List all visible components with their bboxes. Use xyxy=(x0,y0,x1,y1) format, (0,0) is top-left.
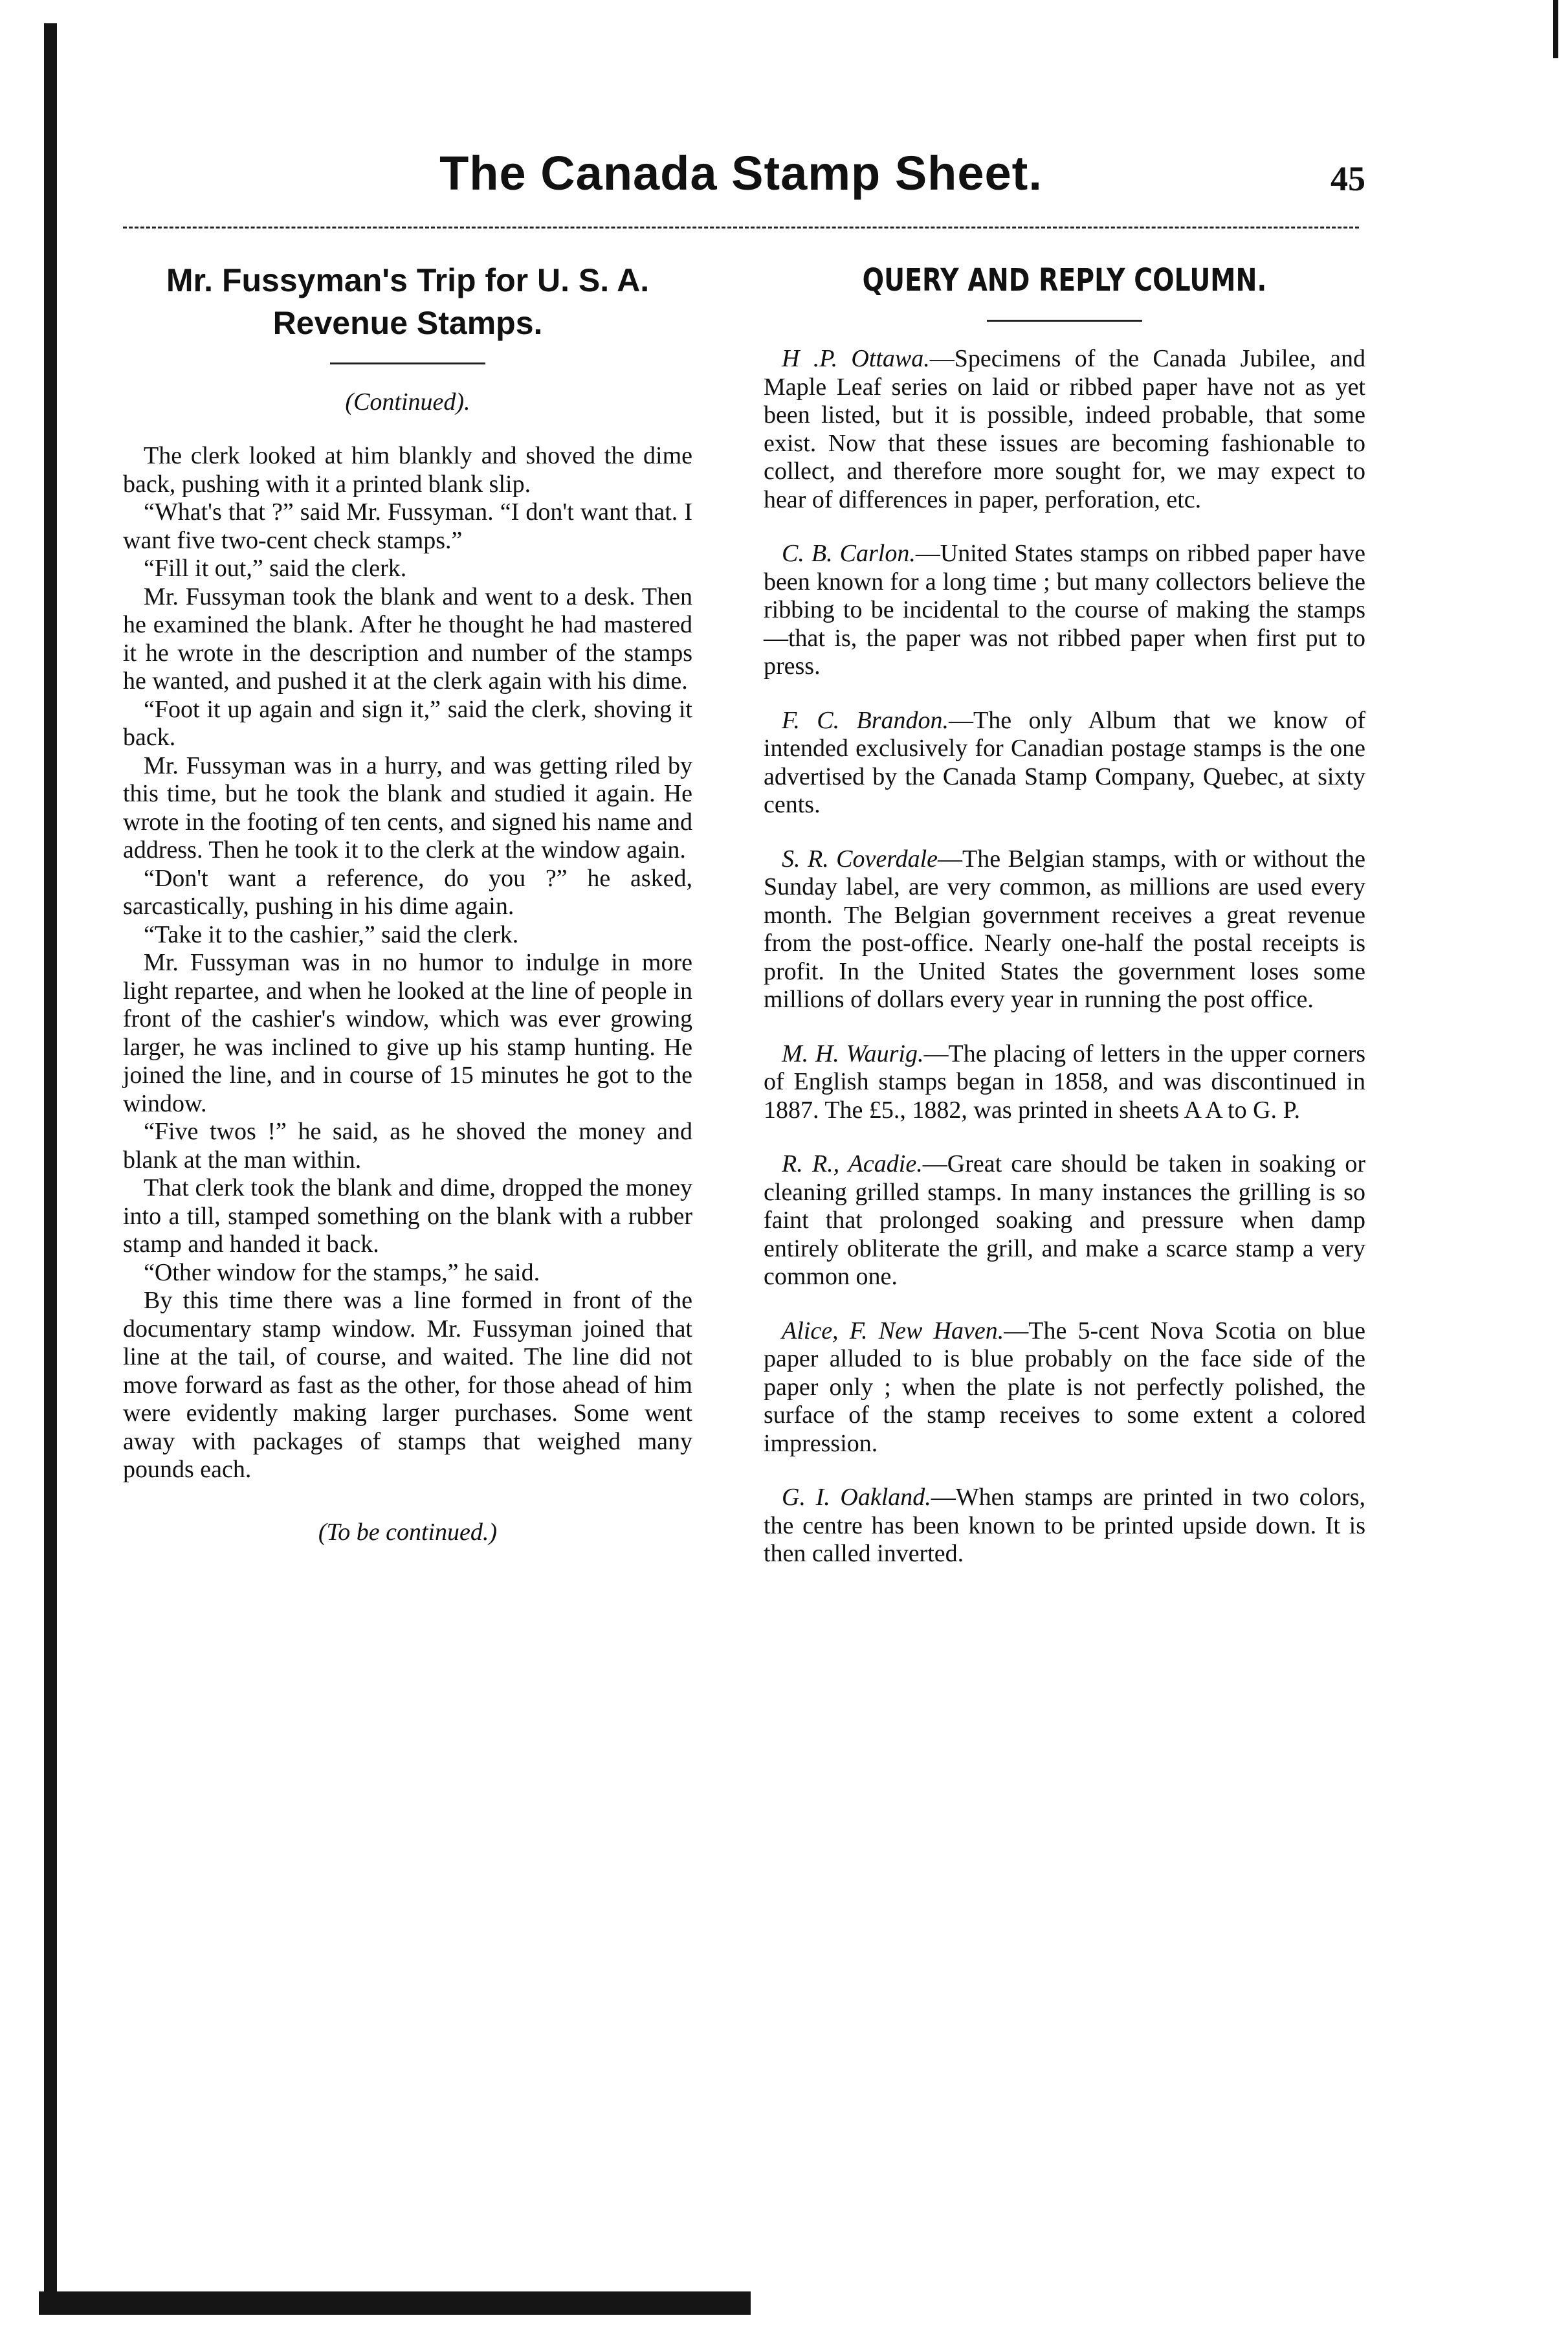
querent-name: C. B. Carlon. xyxy=(782,540,916,567)
article-paragraph: “Fill it out,” said the clerk. xyxy=(144,555,407,582)
query-entry xyxy=(764,1150,1365,1291)
article-title xyxy=(123,259,692,344)
article-paragraph: “Foot it up again and sign it,” said the clerk, shoving it back. xyxy=(123,695,692,751)
publication-title: The Canada Stamp Sheet. xyxy=(439,146,1043,200)
reply-text: —The 5-cent Nova Scotia on blue paper alluded to is blue probably on the face side of the paper only ; when the plate is not perfectly polished, the surface of the stamp receives to some extent a colored impression. xyxy=(764,1317,1365,1457)
query-entry xyxy=(764,1040,1365,1125)
to-be-continued: (To be continued.) xyxy=(318,1518,498,1546)
left-column xyxy=(123,259,692,1546)
query-entry xyxy=(764,345,1365,514)
article-paragraph: “Take it to the cashier,” said the clerk. xyxy=(144,920,519,948)
query-entry xyxy=(764,707,1365,819)
article-paragraph: Mr. Fussyman took the blank and went to a desk. Then he examined the blank. After he thought he had mastered it he wrote in the description and number of the stamps he wanted, and pushed it at the clerk again with his dime. xyxy=(123,583,692,695)
right-column xyxy=(764,259,1365,1594)
query-entry xyxy=(764,845,1365,1014)
reply-text: —The placing of letters in the upper corners of English stamps began in 1858, and was discontinued in 1887. The £5., 1882, was printed in sheets A A to G. P. xyxy=(764,1040,1366,1124)
scan-edge-bottom xyxy=(39,2291,751,2315)
article-paragraph: Mr. Fussyman was in no humor to indulge in more light repartee, and when he looked at the line of people in front of the cashier's window, which was ever growing larger, he was inclined to give up his stamp hunting. He joined the line, and in course of 15 minutes he got to the window. xyxy=(123,949,692,1117)
querent-name: G. I. Oakland. xyxy=(782,1484,931,1511)
query-entry xyxy=(764,540,1365,681)
article-paragraph: “Other window for the stamps,” he said. xyxy=(144,1258,540,1286)
article-paragraph: That clerk took the blank and dime, dropped the money into a till, stamped something on the blank with a rubber stamp and handed it back. xyxy=(123,1174,692,1258)
page-header xyxy=(116,146,1365,217)
article-title-line-2: Revenue Stamps. xyxy=(272,305,543,341)
header-rule xyxy=(123,227,1359,228)
querent-name: M. H. Waurig. xyxy=(782,1040,924,1067)
scan-edge-right xyxy=(1553,0,1558,58)
article-paragraph: “Don't want a reference, do you ?” he asked, sarcastically, pushing in his dime again. xyxy=(123,864,692,920)
title-rule xyxy=(330,362,485,364)
query-title-rule xyxy=(987,320,1142,322)
scan-edge-left xyxy=(44,23,57,2315)
reply-text: —The Belgian stamps, with or without the Sunday label, are very common, as millions are used every month. The Belgian government receives a great revenue from the post-office. Nearly one-half the postal receipts is profit. In the United States the government loses some millions of dollars every year in running the post office. xyxy=(764,845,1365,1013)
article-paragraph: The clerk looked at him blankly and shoved the dime back, pushing with it a printed blank slip. xyxy=(123,442,692,498)
article-paragraph: By this time there was a line formed in front of the documentary stamp window. Mr. Fussyman joined that line at the tail, of course, and waited. The line did not move forward as fast as the other, for those ahead of him were evidently making larger purchases. Some went away with packages of stamps that weighed many pounds each. xyxy=(123,1287,692,1483)
query-entry xyxy=(764,1317,1365,1458)
article-paragraph: “Five twos !” he said, as he shoved the money and blank at the man within. xyxy=(123,1118,692,1174)
page-number: 45 xyxy=(1331,159,1365,198)
reply-text: —The only Album that we know of intended exclusively for Canadian postage stamps is the one advertised by the Canada Stamp Company, Quebec, at sixty cents. xyxy=(764,706,1365,818)
querent-name: H .P. Ottawa. xyxy=(782,345,930,372)
reply-text: —Great care should be taken in soaking or cleaning grilled stamps. In many instances the grilling is so faint that prolonged soaking and pressure when damp entirely obliterate the grill, and make a scarce stamp a very common one. xyxy=(764,1150,1365,1290)
querent-name: Alice, F. New Haven. xyxy=(782,1317,1004,1344)
article-title-line-1: Mr. Fussyman's Trip for U. S. A. xyxy=(166,262,650,298)
article-paragraph: Mr. Fussyman was in a hurry, and was getting riled by this time, but he took the blank and studied it again. He wrote in the footing of ten cents, and signed his name and address. Then he took it to the clerk at the window again. xyxy=(123,752,692,864)
continued-note: (Continued). xyxy=(345,388,470,416)
querent-name: S. R. Coverdale xyxy=(782,845,938,873)
article-paragraph: “What's that ?” said Mr. Fussyman. “I don't want that. I want five two-cent check stamps.” xyxy=(123,498,692,554)
page xyxy=(116,146,1366,1567)
query-column-title: QUERY AND REPLY COLUMN. xyxy=(862,262,1267,298)
reply-text: —When stamps are printed in two colors, the centre has been known to be printed upside down. It is then called inverted. xyxy=(764,1484,1365,1567)
querent-name: R. R., Acadie. xyxy=(782,1150,923,1177)
reply-text: —Specimens of the Canada Jubilee, and Maple Leaf series on laid or ribbed paper have not as yet been listed, but it is possible, indeed probable, that some exist. Now that these issues are becoming fashionable to collect, and therefore more sought for, we may expect to hear of differences in paper, perforation, etc. xyxy=(764,345,1365,513)
query-entry xyxy=(764,1484,1365,1568)
reply-text: —United States stamps on ribbed paper have been known for a long time ; but many collectors believe the ribbing to be incidental to the course of making the stamps—that is, the paper was not ribbed paper when first put to press. xyxy=(764,540,1365,680)
querent-name: F. C. Brandon. xyxy=(782,706,949,734)
